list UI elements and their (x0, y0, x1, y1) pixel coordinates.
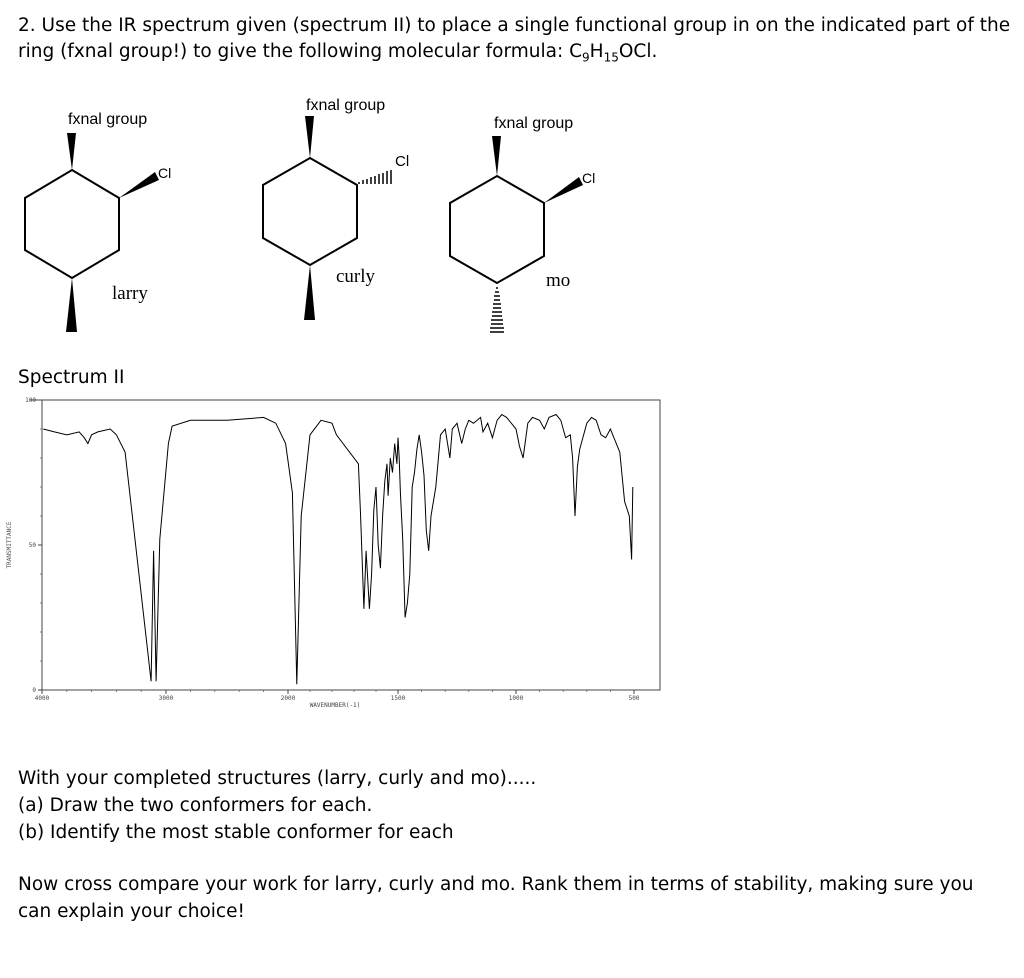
x-tick-label: 1000 (508, 695, 524, 702)
curly-name: curly (336, 266, 376, 287)
x-tick-label: 500 (628, 695, 640, 702)
curly-top-wedge (305, 116, 314, 158)
mo-name: mo (546, 270, 571, 291)
curly-cl-label: Cl (395, 153, 410, 170)
curly-cl-hash-bond (359, 170, 391, 184)
mo-cl-wedge (544, 177, 583, 203)
y-axis-title: TRANSMITTANCE (6, 521, 13, 569)
mo-top-wedge (492, 136, 501, 176)
larry-cl-wedge (119, 172, 159, 198)
curly-bottom-wedge (304, 265, 315, 320)
x-axis-title: WAVENUMBER(-1) (309, 702, 361, 709)
larry-name: larry (112, 283, 148, 304)
curly-fg-label: fxnal group (306, 97, 386, 114)
question-line-1: 2. Use the IR spectrum given (spectrum II) to place a single functional group in on the indicated part of the (18, 15, 1011, 36)
question-text (18, 13, 1011, 71)
formula-sub-h: 15 (603, 50, 619, 65)
larry-fg-label: fxnal group (68, 111, 148, 128)
larry-ring (25, 170, 119, 278)
x-tick-label: 2000 (280, 695, 296, 702)
structures-figure (0, 85, 1024, 345)
x-tick-label: 3000 (158, 695, 174, 702)
instructions-line-1: With your completed structures (larry, curly and mo)..... (18, 768, 537, 789)
ir-spectrum-chart (0, 392, 680, 722)
larry-cl-label: Cl (158, 165, 172, 181)
spectrum-title: Spectrum II (18, 367, 125, 388)
final-line-1: Now cross compare your work for larry, curly and mo. Rank them in terms of stability, making sure you (18, 874, 974, 895)
question-formula-prefix: ring (fxnal group!) to give the following molecular formula: C (18, 41, 583, 62)
mo-fg-label: fxnal group (494, 115, 574, 132)
spectrum-trace (43, 415, 633, 685)
structure-larry (25, 111, 171, 332)
curly-ring (263, 158, 357, 265)
larry-bottom-wedge (66, 278, 77, 332)
y-tick-label: 100 (25, 397, 36, 404)
formula-sub-c: 9 (582, 50, 590, 65)
instructions-block (18, 765, 718, 846)
formula-suffix: OCl. (618, 41, 658, 62)
x-tick-label: 4000 (34, 695, 50, 702)
larry-top-wedge (67, 133, 76, 170)
mo-ring (450, 176, 544, 283)
y-tick-label: 50 (28, 542, 36, 549)
mo-bottom-hash-bond (490, 288, 504, 332)
instructions-line-3: (b) Identify the most stable conformer for each (18, 822, 454, 843)
question-line-2 (18, 39, 1008, 71)
final-question-block (18, 871, 1008, 925)
structure-mo (450, 115, 595, 332)
mo-cl-label: Cl (582, 170, 596, 186)
x-tick-label: 1500 (390, 695, 406, 702)
y-tick-label: 0 (32, 687, 36, 694)
instructions-line-2: (a) Draw the two conformers for each. (18, 795, 373, 816)
formula-h: H (589, 41, 604, 62)
final-line-2: can explain your choice! (18, 901, 245, 922)
structure-curly (263, 97, 409, 320)
spectrum-plot-frame (42, 400, 660, 690)
